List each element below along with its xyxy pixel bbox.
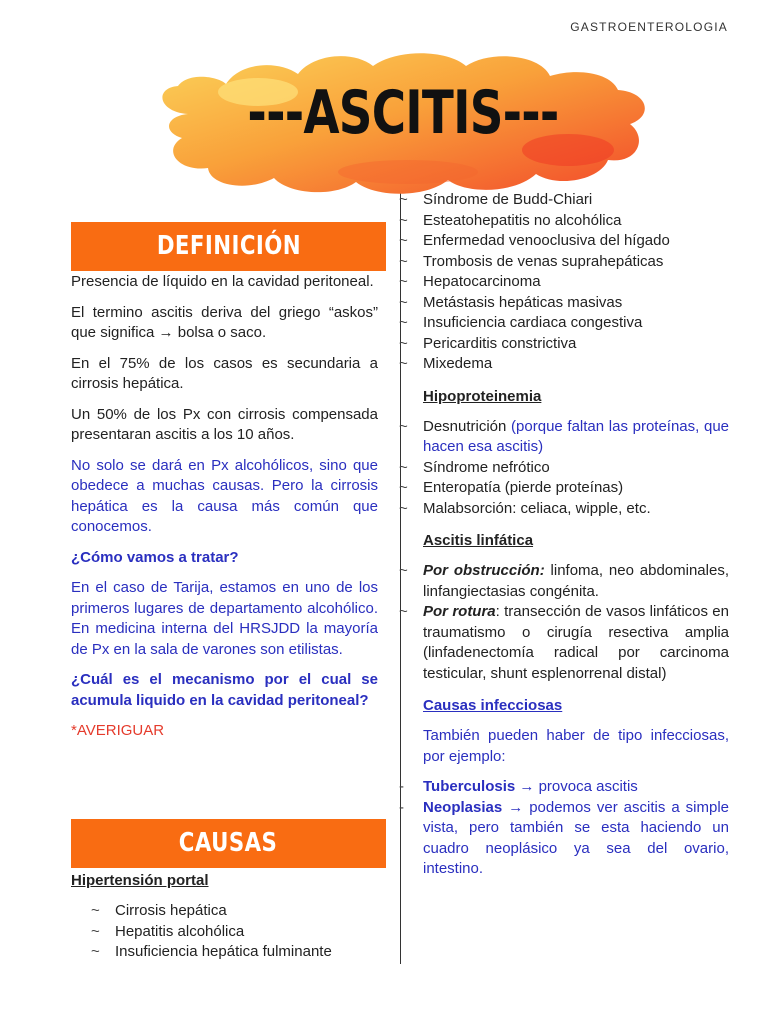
hipoproteinemia-list xyxy=(379,417,729,520)
list-item xyxy=(379,602,729,684)
subject-header: GASTROENTEROLOGIA xyxy=(570,20,728,34)
list-item: ~ Insuficiencia cardiaca congestiva xyxy=(379,313,729,334)
question-mechanism: ¿Cuál es el mecanismo por el cual se acumula liquido en la cavidad peritoneal? xyxy=(71,671,378,709)
question-treatment: ¿Cómo vamos a tratar? xyxy=(71,548,239,566)
list-item xyxy=(379,777,729,798)
list-item-label: Por rotura xyxy=(423,603,496,620)
list-item: ~ Síndrome de Budd-Chiari xyxy=(379,190,729,211)
hipertension-list-left xyxy=(71,901,378,963)
list-item xyxy=(379,561,729,602)
causas-banner-label: CAUSAS xyxy=(179,828,278,858)
arrow-icon: → xyxy=(515,778,539,795)
hipertension-heading: Hipertensión portal xyxy=(71,872,209,889)
list-item: ~ Mixedema xyxy=(379,354,729,375)
averiguar-note: *AVERIGUAR xyxy=(71,722,165,739)
list-item-text: Desnutrición xyxy=(423,417,512,435)
definicion-paragraph-3: En el 75% de los casos es secundaria a cirrosis hepática. xyxy=(71,354,378,392)
definicion-paragraph-2: El termino ascitis deriva del griego “askos” que significa → bolsa o saco. xyxy=(71,303,378,341)
list-item: ~ Insuficiencia hepática fulminante xyxy=(71,942,378,963)
definicion-banner xyxy=(71,222,386,271)
causas-banner xyxy=(71,819,386,868)
list-item: ~ Trombosis de venas suprahepáticas xyxy=(379,252,729,273)
list-item-label: Tuberculosis xyxy=(423,778,516,795)
list-item: ~ Metástasis hepáticas masivas xyxy=(379,293,729,314)
page-title: ---ASCITIS--- xyxy=(247,78,559,148)
list-item-text: provoca ascitis xyxy=(538,778,638,795)
list-item-label: Por obstrucción: xyxy=(423,562,545,579)
list-item: ~ Síndrome nefrótico xyxy=(379,458,729,479)
infecciosas-list xyxy=(379,777,729,880)
infecciosas-intro: También pueden haber de tipo infecciosas, por ejemplo: xyxy=(423,727,729,765)
hipertension-section xyxy=(71,871,378,963)
list-item xyxy=(379,417,729,458)
list-item: ~ Enteropatía (pierde proteínas) xyxy=(379,478,729,499)
list-item: ~ Hepatitis alcohólica xyxy=(71,922,378,943)
hipertension-list-right xyxy=(379,190,729,375)
right-column xyxy=(423,190,729,880)
linfatica-heading: Ascitis linfática xyxy=(423,532,534,549)
list-item xyxy=(379,798,729,880)
definicion-paragraph-4: Un 50% de los Px con cirrosis compensada presentaran ascitis a los 10 años. xyxy=(71,405,378,443)
list-item-label: Neoplasias xyxy=(423,798,503,816)
list-item: ~ Enfermedad venooclusiva del hígado xyxy=(379,231,729,252)
linfatica-list xyxy=(379,561,729,684)
infecciosas-heading: Causas infecciosas xyxy=(423,697,563,714)
list-item: ~ Malabsorción: celiaca, wipple, etc. xyxy=(379,499,729,520)
list-item: ~ Cirrosis hepática xyxy=(71,901,378,922)
list-item-text: podemos ver ascitis a simple vista, pero también se esta haciendo un cuadro neoplásico ya sea del ovario, intestino. xyxy=(423,798,730,877)
list-item-note: (porque faltan las proteínas, que hacen esa ascitis) xyxy=(423,417,729,455)
list-item-text: : transección de vasos linfáticos en traumatismo o cirugía resectiva amplia (linfadenectomía radical por carcinoma testicular, shunt esplenorrenal distal) xyxy=(423,603,729,682)
definicion-paragraph-1: Presencia de líquido en la cavidad peritoneal. xyxy=(71,273,374,290)
definicion-banner-label: DEFINICIÓN xyxy=(156,231,301,261)
definicion-paragraph-5: No solo se dará en Px alcohólicos, sino que obedece a muchas causas. Pero la cirrosis hepática es la causa más común que conocemos. xyxy=(71,456,378,535)
list-item: ~ Esteatohepatitis no alcohólica xyxy=(379,211,729,232)
definicion-paragraph-6: En el caso de Tarija, estamos en uno de los primeros lugares de departamento alcohólico. En medicina interna del HRSJDD la mayoría de Px en la sala de varones son etilistas. xyxy=(71,579,378,658)
definicion-section xyxy=(71,272,378,742)
arrow-icon: → xyxy=(502,798,530,816)
list-item: ~ Hepatocarcinoma xyxy=(379,272,729,293)
list-item-text: linfoma, neo abdominales, linfangiectasias congénita. xyxy=(423,562,729,600)
list-item: ~ Pericarditis constrictiva xyxy=(379,334,729,355)
hipoproteinemia-heading: Hipoproteinemia xyxy=(423,387,542,405)
